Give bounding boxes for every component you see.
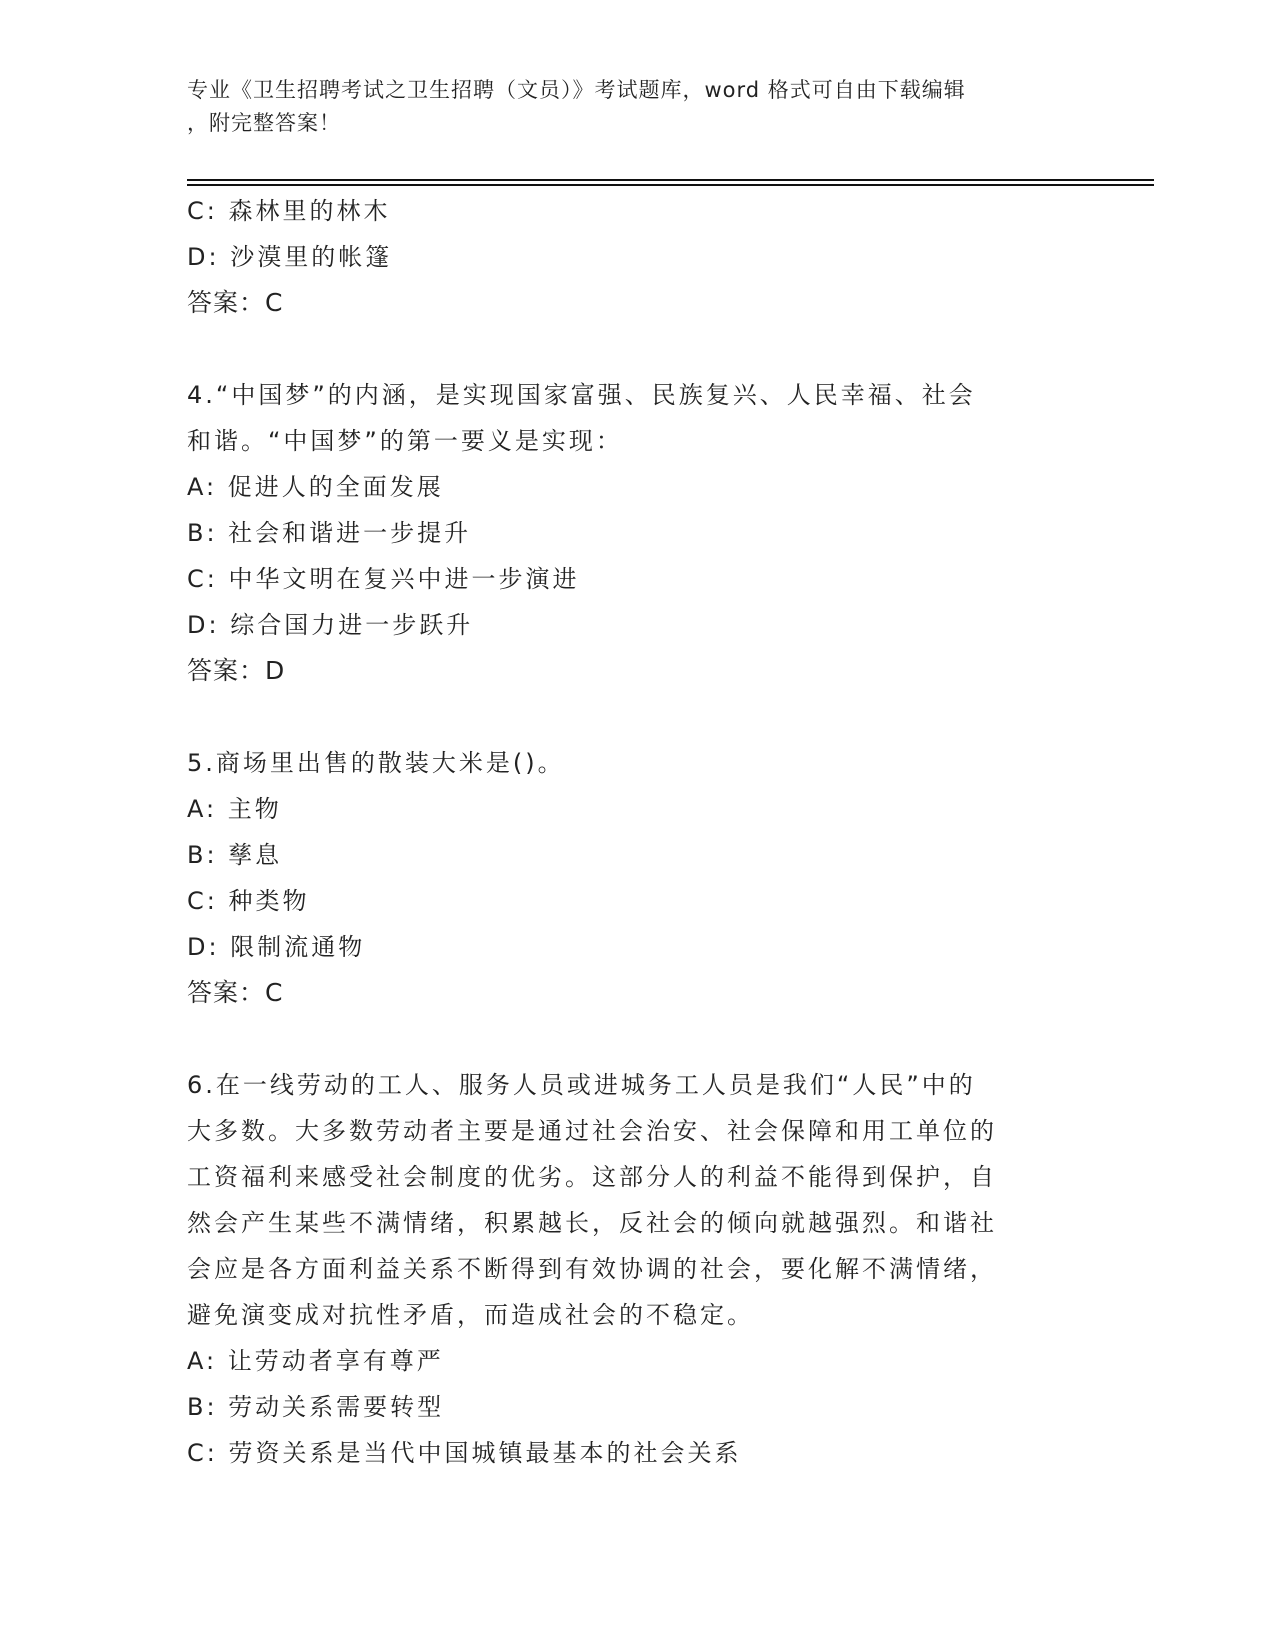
q6-stem-line-1: 6.在一线劳动的工人、服务人员或进城务工人员是我们“人民”中的	[187, 1071, 976, 1099]
question-6	[187, 1062, 1067, 1476]
q4-option-b: B: 社会和谐进一步提升	[187, 519, 472, 547]
q4-option-a: A: 促进人的全面发展	[187, 473, 444, 501]
q6-option-b: B: 劳动关系需要转型	[187, 1393, 445, 1421]
spacer	[187, 326, 1067, 372]
header-line-2: ，附完整答案！	[187, 111, 341, 135]
q6-stem-line-6: 避免演变成对抗性矛盾，而造成社会的不稳定。	[187, 1301, 754, 1329]
q5-option-b: B: 孳息	[187, 841, 283, 869]
q6-option-c: C: 劳资关系是当代中国城镇最基本的社会关系	[187, 1439, 742, 1467]
q6-stem-line-2: 大多数。大多数劳动者主要是通过社会治安、社会保障和用工单位的	[187, 1117, 997, 1145]
q5-answer: 答案：C	[187, 978, 284, 1007]
document-header	[187, 74, 1067, 140]
q6-stem-line-5: 会应是各方面利益关系不断得到有效协调的社会，要化解不满情绪，	[187, 1255, 997, 1283]
header-divider-bottom	[187, 184, 1154, 186]
q4-stem-line-2: 和谐。“中国梦”的第一要义是实现：	[187, 427, 623, 455]
q3-answer: 答案：C	[187, 288, 284, 317]
q4-option-d: D: 综合国力进一步跃升	[187, 611, 474, 639]
header-line-1: 专业《卫生招聘考试之卫生招聘（文员）》考试题库，word 格式可自由下载编辑	[187, 78, 966, 102]
q6-option-a: A: 让劳动者享有尊严	[187, 1347, 444, 1375]
q3-option-d: D: 沙漠里的帐篷	[187, 243, 393, 271]
q5-stem: 5.商场里出售的散装大米是()。	[187, 749, 565, 777]
q4-option-c: C: 中华文明在复兴中进一步演进	[187, 565, 580, 593]
spacer	[187, 694, 1067, 740]
question-3-tail	[187, 188, 1067, 326]
q4-stem-line-1: 4.“中国梦”的内涵，是实现国家富强、民族复兴、人民幸福、社会	[187, 381, 976, 409]
q6-stem-line-3: 工资福利来感受社会制度的优劣。这部分人的利益不能得到保护，自	[187, 1163, 997, 1191]
header-divider-top	[187, 179, 1154, 181]
q3-option-c: C: 森林里的林木	[187, 197, 391, 225]
question-4	[187, 372, 1067, 694]
q5-option-d: D: 限制流通物	[187, 933, 366, 961]
q4-answer: 答案：D	[187, 656, 286, 685]
q5-option-c: C: 种类物	[187, 887, 310, 915]
question-5	[187, 740, 1067, 1016]
spacer	[187, 1016, 1067, 1062]
q6-stem-line-4: 然会产生某些不满情绪，积累越长，反社会的倾向就越强烈。和谐社	[187, 1209, 997, 1237]
question-content	[187, 188, 1067, 1476]
q5-option-a: A: 主物	[187, 795, 282, 823]
